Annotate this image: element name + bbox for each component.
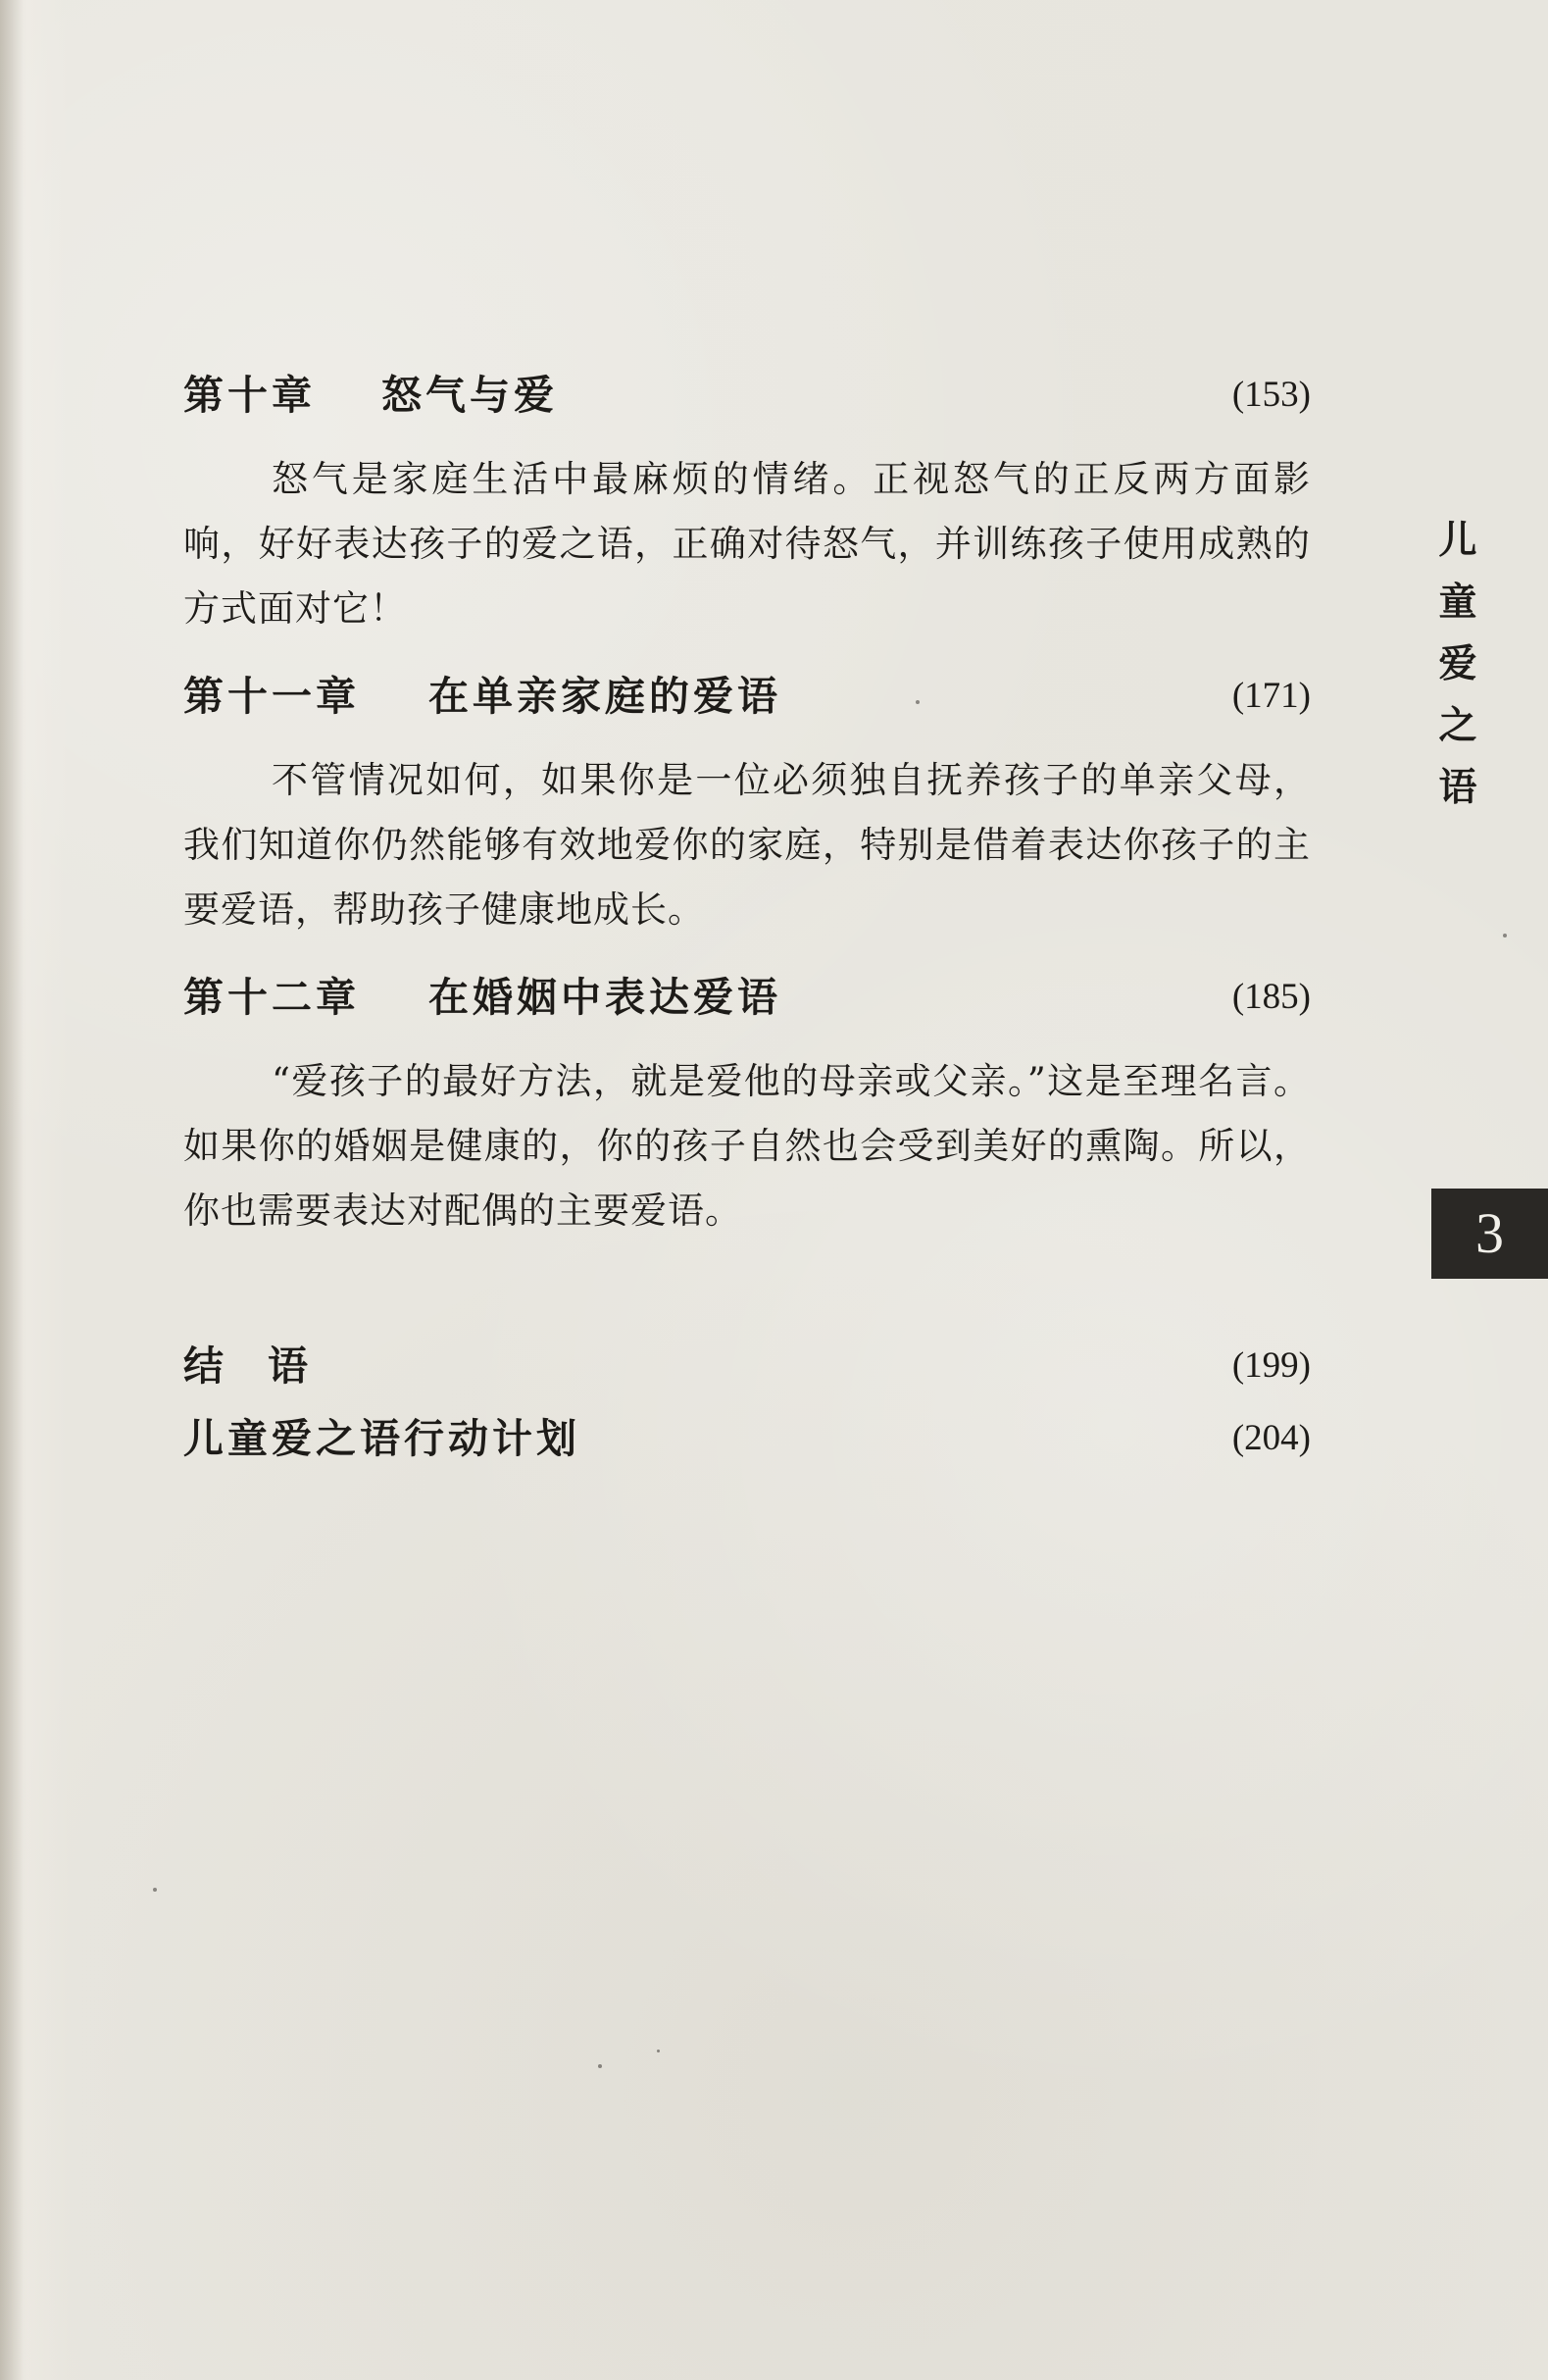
page-number: (204) [1231,1418,1311,1458]
action-plan-entry[interactable] [183,1406,1311,1471]
side-tab-char: 语 [1438,766,1477,810]
chapter-label: 第十一章 [183,673,360,720]
chapter-12-heading[interactable] [183,965,1311,1030]
chapter-label: 第十章 [183,372,316,419]
book-title-side-tab [1433,510,1482,819]
entry-title: 结 语 [183,1342,310,1390]
page-gutter-shadow [0,0,24,2380]
chapter-label: 第十二章 [183,974,360,1021]
paper-speck [657,2050,660,2052]
entry-title: 儿童爱之语行动计划 [183,1415,580,1462]
chapter-summary: “爱孩子的最好方法，就是爱他的母亲或父亲。”这是至理名言。如果你的婚姻是健康的，你的孩子自然也会受到美好的熏陶。所以，你也需要表达对配偶的主要爱语。 [183,1060,1311,1232]
page-number: (153) [1231,375,1311,415]
side-tab-char: 之 [1438,704,1477,748]
page-number: (199) [1231,1345,1311,1386]
chapter-10-heading[interactable] [183,363,1311,428]
page-number: (185) [1231,977,1311,1017]
page-number-tab: 3 [1431,1189,1548,1279]
chapter-title: 在婚姻中表达爱语 [428,974,781,1021]
side-tab-char: 儿 [1438,519,1477,563]
paper-speck [153,1888,157,1892]
chapter-title: 在单亲家庭的爱语 [428,673,781,720]
side-tab-char: 爱 [1438,642,1477,686]
paper-speck [1503,934,1507,937]
page-number: (171) [1231,676,1311,716]
epilogue-entry[interactable] [183,1334,1311,1398]
chapter-11-heading[interactable] [183,664,1311,729]
chapter-summary: 不管情况如何，如果你是一位必须独自抚养孩子的单亲父母，我们知道你仍然能够有效地爱你的家庭，特别是借着表达你孩子的主要爱语，帮助孩子健康地成长。 [183,759,1311,931]
chapter-title: 怒气与爱 [381,372,558,419]
side-tab-char: 童 [1438,581,1477,625]
chapter-summary: 怒气是家庭生活中最麻烦的情绪。正视怒气的正反两方面影响，好好表达孩子的爱之语，正确对待怒气，并训练孩子使用成熟的方式面对它！ [183,458,1311,630]
table-of-contents [183,363,1311,1471]
paper-speck [598,2064,602,2068]
